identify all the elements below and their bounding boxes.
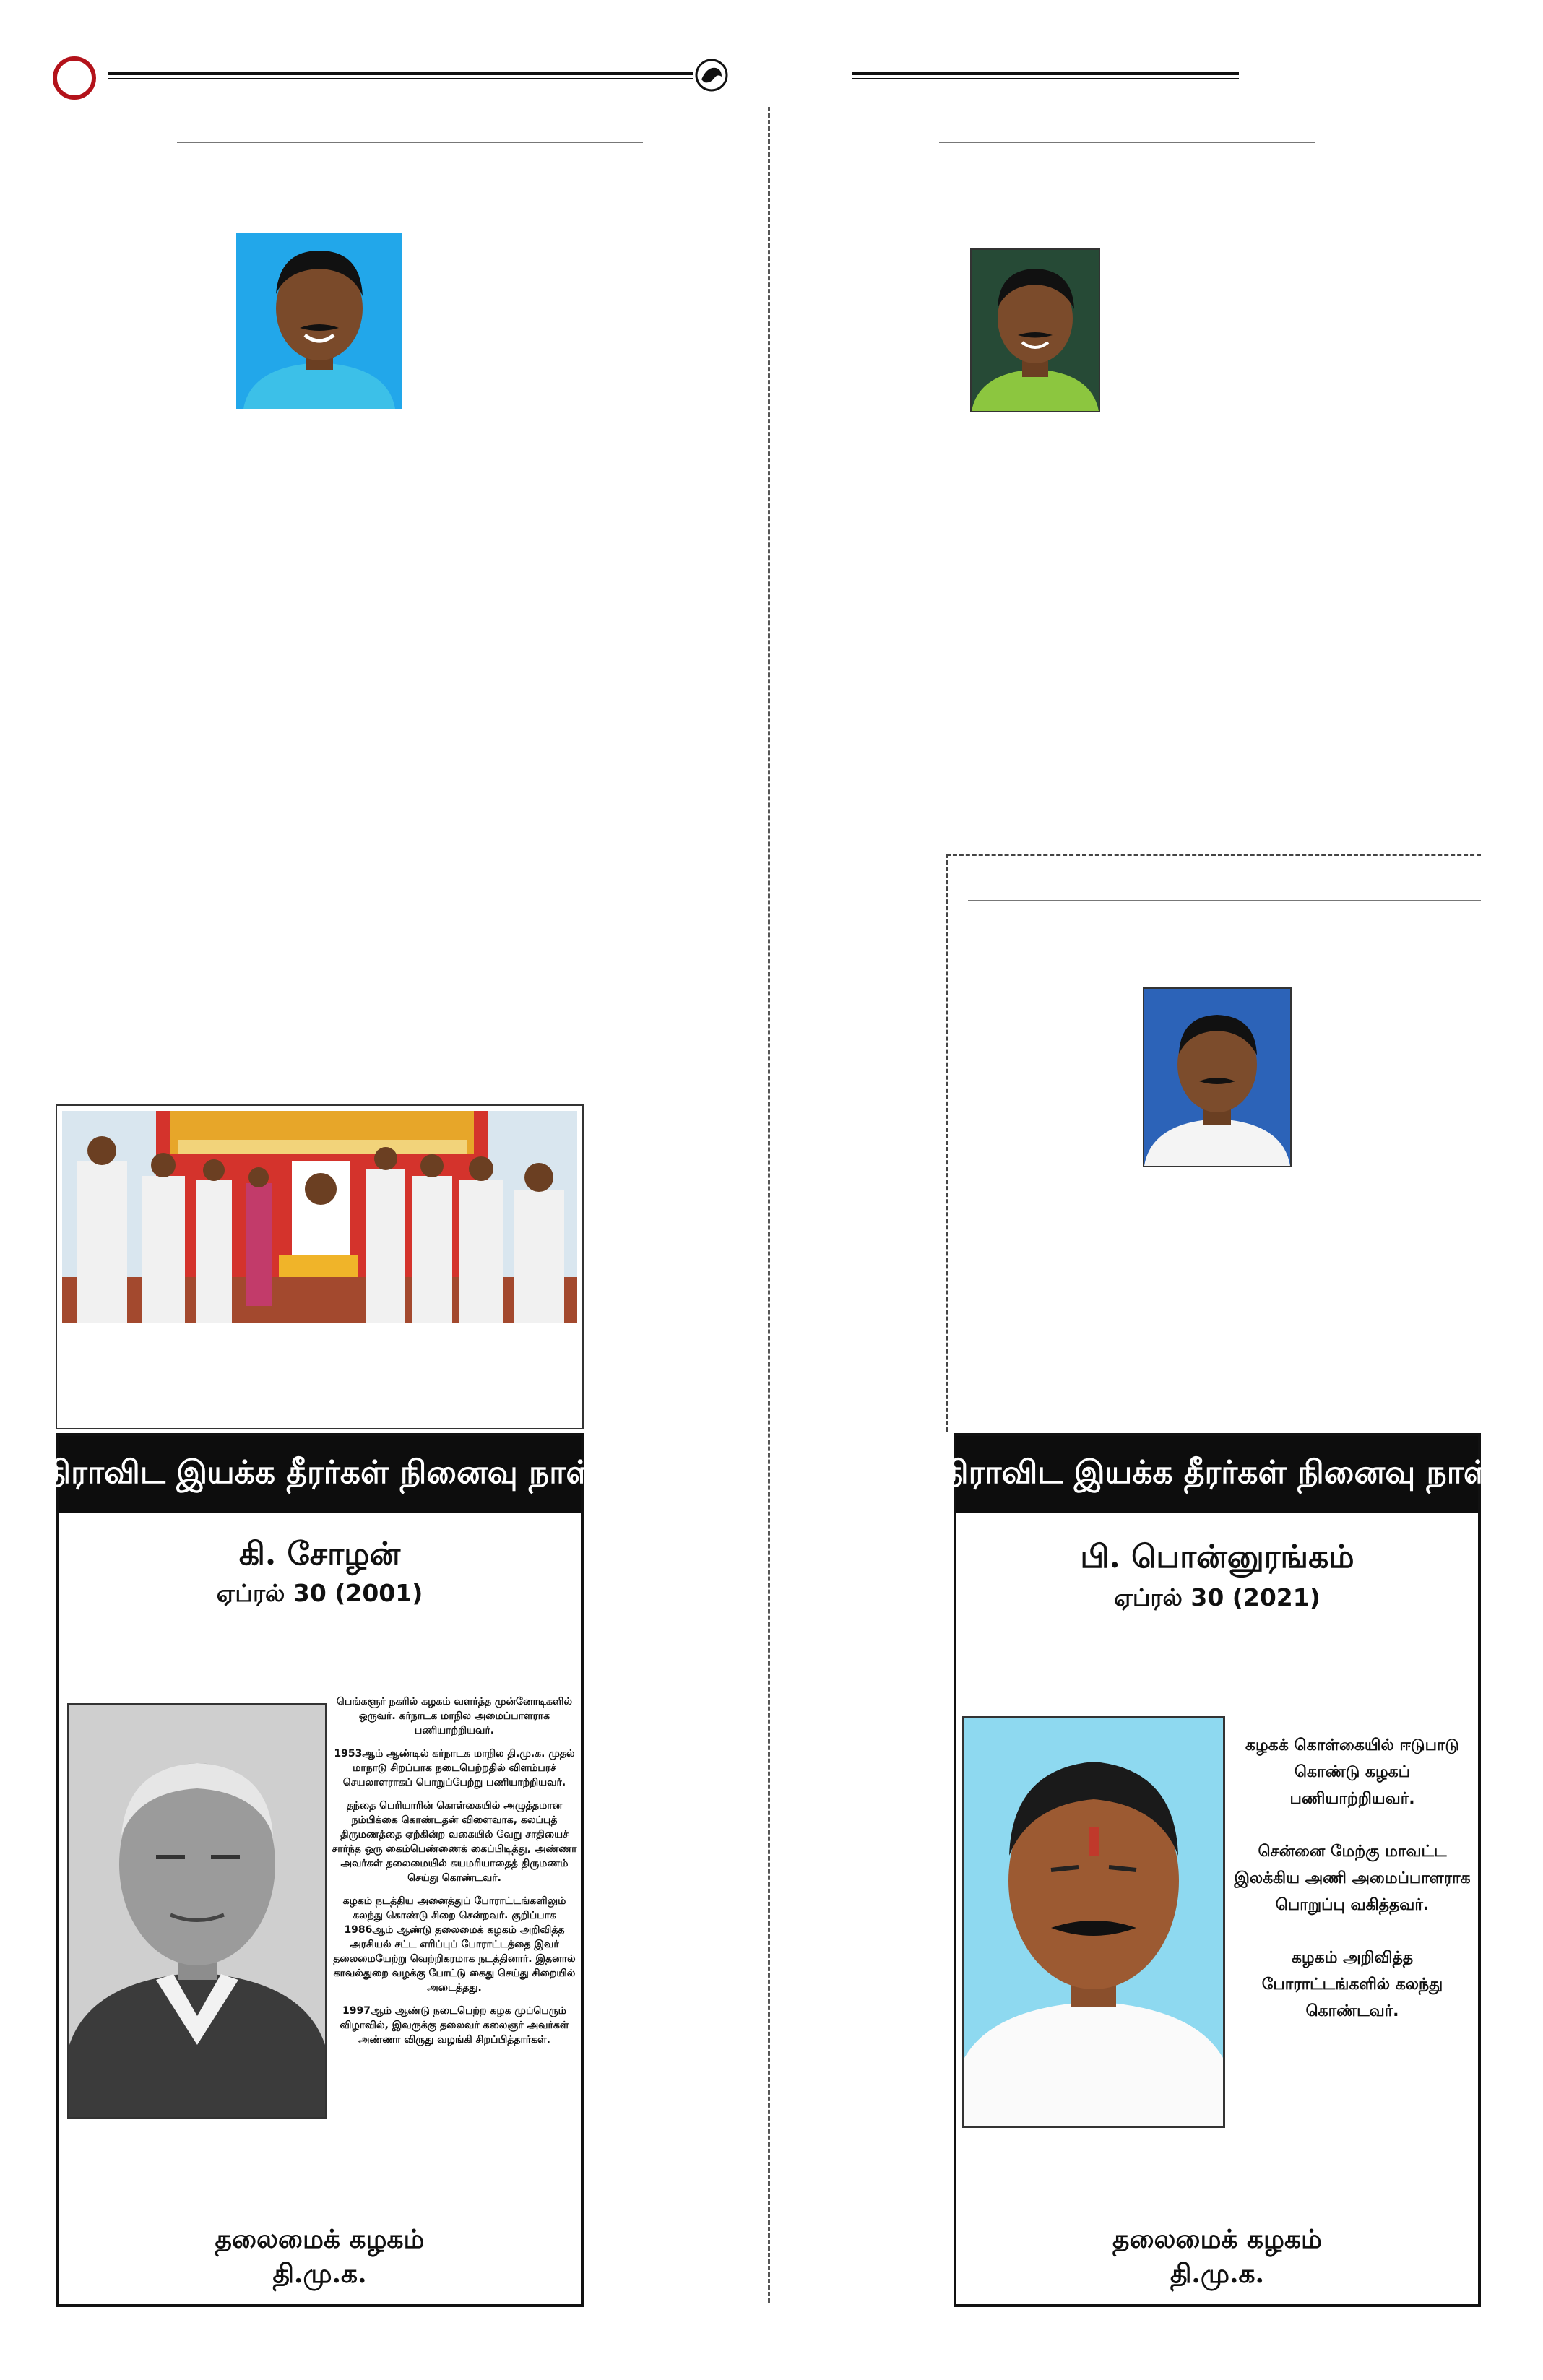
biography-paragraph: கழகம் அறிவித்த போராட்டங்களில் கலந்து கொண்டவர். — [1261, 1949, 1443, 2020]
memorial-biography — [332, 1695, 577, 2056]
dmk-sun-emblem-icon — [694, 58, 729, 92]
memorial-date: ஏப்ரல் 30 (2021) — [1114, 1583, 1321, 1611]
page-header-ring — [53, 56, 96, 100]
memorial-portrait — [67, 1703, 327, 2119]
right-article-title-rule — [939, 142, 1315, 143]
group-photo-frame — [56, 1104, 584, 1429]
memorial-portrait — [962, 1716, 1225, 2128]
memorial-name: பி. பொன்னுரங்கம் — [1080, 1539, 1354, 1575]
page-header-rule-bottom — [108, 78, 693, 79]
memorial-footer-org: தலைமைக் கழகம் — [215, 2224, 425, 2254]
biography-paragraph: தந்தை பெரியாரின் கொள்கையில் அழுத்தமான நம்பிக்கை கொண்டதன் விளைவாக, கலப்புத் திருமணத்தை ஏற்கின்ற வகையில் வேறு சாதியைச் சார்ந்த ஒரு கைம்பெண்ணைக் கைப்பிடித்து, அண்ணா அவர்கள் தலைமையில் சுயமரியாதைத் திருமணம் செய்து கொண்டவர். — [332, 1800, 577, 1884]
biography-paragraph: 1997ஆம் ஆண்டு நடைபெற்ற கழக முப்பெரும் விழாவில், இவருக்கு தலைவர் கலைஞர் அவர்கள் அண்ணா விருது வழங்கி சிறப்பித்தார்கள். — [340, 2005, 569, 2046]
biography-paragraph: கழகக் கொள்கையில் ஈடுபாடு கொண்டு கழகப் பணியாற்றியவர். — [1245, 1736, 1460, 1808]
biography-paragraph: சென்னை மேற்கு மாவட்ட இலக்கிய அணி அமைப்பாளராக பொறுப்பு வகித்தவர். — [1234, 1843, 1471, 1914]
memorial-name: கி. சோழன் — [238, 1536, 401, 1572]
group-photo-caption — [64, 1330, 574, 1416]
memorial-footer — [956, 2222, 1478, 2291]
memorial-notice-left — [45, 1433, 595, 2307]
right-boxed-article-border-top — [946, 854, 1481, 856]
column-divider — [768, 107, 770, 2303]
page-header-rule-top — [108, 72, 693, 75]
memorial-biography — [1229, 1732, 1475, 2051]
right-boxed-article-title-rule — [968, 900, 1481, 901]
person-portrait-icon — [1143, 987, 1292, 1167]
biography-paragraph: கழகம் நடத்திய அனைத்துப் போராட்டங்களிலும் கலந்து கொண்டு சிறை சென்றவர். குறிப்பாக 1986ஆம் ஆண்டு தலைமைக் கழகம் அறிவித்த அரசியல் சட்ட எரிப்புப் போராட்டத்தை இவர் தலைமையேற்று வெற்றிகரமாக நடத்தினார். இதனால் காவல்துறை வழக்கு போட்டு கைது செய்து சிறையில் அடைத்தது. — [333, 1895, 576, 1994]
memorial-footer-org: தலைமைக் கழகம் — [1112, 2224, 1322, 2254]
biography-paragraph: பெங்களூர் நகரில் கழகம் வளர்த்த முன்னோடிகளில் ஒருவர். கர்நாடக மாநில அமைப்பாளராக பணியாற்றியவர். — [336, 1696, 573, 1736]
person-portrait-icon — [236, 233, 402, 409]
memorial-notice-right — [942, 1433, 1492, 2307]
right-boxed-article-border-left — [946, 854, 948, 1432]
memorial-footer-party: தி.மு.க. — [1170, 2259, 1265, 2289]
memorial-header: திராவிட இயக்க தீரர்கள் நினைவு நாள் — [956, 1436, 1478, 1513]
biography-paragraph: 1953ஆம் ஆண்டில் கர்நாடக மாநில தி.மு.க. முதல் மாநாடு சிறப்பாக நடைபெற்றதில் விளம்பரச் செயலாளராகப் பொறுப்பேற்று பணியாற்றியவர். — [334, 1748, 575, 1788]
memorial-header: திராவிட இயக்க தீரர்கள் நினைவு நாள் — [59, 1436, 581, 1513]
left-article-title-rule — [177, 142, 643, 143]
group-event-photo-icon — [62, 1111, 577, 1323]
person-portrait-icon — [970, 248, 1100, 412]
memorial-footer — [59, 2222, 581, 2291]
memorial-date: ஏப்ரல் 30 (2001) — [216, 1579, 423, 1607]
right-header-rule-bottom — [852, 78, 1239, 79]
right-header-rule-top — [852, 72, 1239, 75]
memorial-footer-party: தி.மு.க. — [272, 2259, 367, 2289]
